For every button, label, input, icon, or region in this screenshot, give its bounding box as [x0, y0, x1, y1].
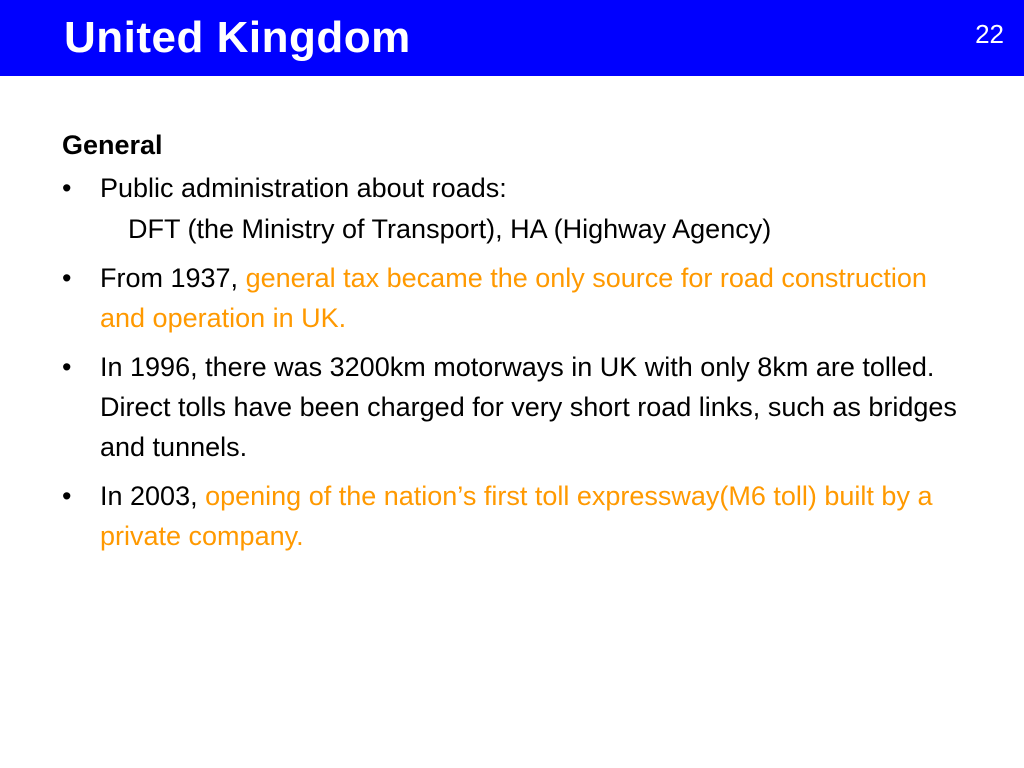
highlighted-text: general tax became the only source for road construction and operation in UK. [100, 263, 927, 333]
title-bar [0, 0, 1024, 76]
bullet-icon: • [62, 173, 72, 203]
highlighted-text: opening of the nation’s first toll expressway(M6 toll) built by a private company. [100, 481, 933, 551]
bullet-icon: • [62, 481, 72, 511]
bullet-item-1937 [62, 258, 962, 338]
bullet-text: Public administration about roads: [100, 173, 507, 203]
section-heading: General [62, 130, 163, 160]
slide-content [62, 124, 962, 565]
page-number: 22 [975, 19, 1004, 49]
bullet-icon: • [62, 263, 72, 293]
bullet-text: In 2003, [100, 481, 206, 511]
road-administration-agencies: DFT (the Ministry of Transport), HA (Highway Agency) [128, 214, 772, 244]
bullet-item-2003 [62, 476, 962, 556]
bullet-icon: • [62, 352, 72, 382]
bullet-item-public-administration [62, 168, 962, 208]
bullet-text: In 1996, there was 3200km motorways in UK with only 8km are tolled. Direct tolls have been charged for very short road links, such as bridges and tunnels. [100, 352, 957, 462]
bullet-item-1996 [62, 347, 962, 467]
bullet-text: From 1937, [100, 263, 246, 293]
slide-title: United Kingdom [64, 13, 411, 62]
